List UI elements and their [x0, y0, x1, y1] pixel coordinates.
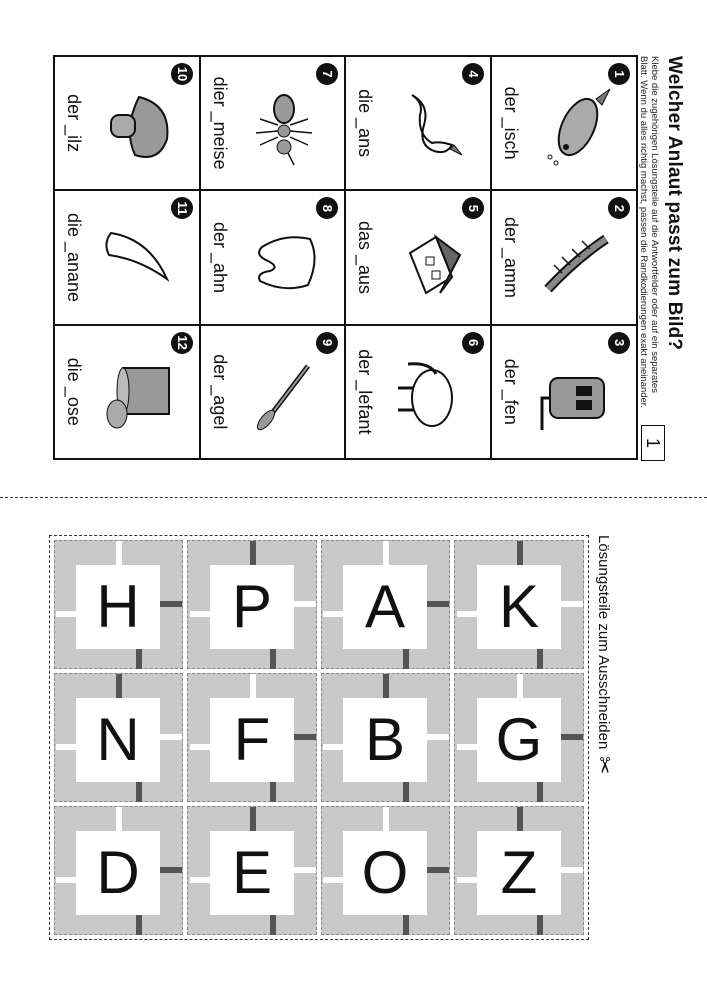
edge-code	[270, 649, 276, 669]
edge-code	[294, 601, 316, 607]
task-word: der _isch	[501, 86, 522, 160]
edge-code	[561, 867, 583, 873]
solution-letter: A	[365, 573, 406, 640]
tooth-icon	[247, 219, 325, 303]
solution-tile[interactable]	[321, 806, 451, 935]
solution-tile[interactable]	[188, 540, 318, 669]
scissors-icon: ✂	[592, 756, 617, 775]
stove-icon	[538, 354, 616, 438]
fish-icon	[538, 85, 616, 169]
task-cell	[346, 56, 492, 190]
solution-letter: F	[233, 706, 271, 773]
page-title: Welcher Anlaut passt zum Bild?	[664, 56, 685, 351]
solution-tile[interactable]	[188, 806, 318, 935]
solution-letter: P	[231, 573, 273, 640]
edge-code	[250, 541, 256, 565]
letter-box	[210, 565, 294, 649]
edge-code	[324, 744, 344, 750]
edge-code	[324, 611, 344, 617]
edge-code	[428, 867, 450, 873]
task-word: der _amm	[501, 216, 522, 298]
solution-letter: N	[96, 706, 141, 773]
task-cell	[200, 325, 346, 459]
task-word: die _anane	[64, 212, 84, 303]
task-number: 7	[317, 63, 339, 85]
edge-code	[384, 807, 390, 831]
solution-letter: D	[96, 839, 141, 906]
edge-code	[384, 674, 390, 698]
solution-letter: G	[495, 706, 543, 773]
task-number: 1	[608, 63, 630, 85]
letter-box	[344, 565, 428, 649]
edge-code	[561, 734, 583, 740]
task-word: der _ilz	[64, 94, 84, 153]
edge-code	[190, 744, 210, 750]
letter-box	[477, 698, 561, 782]
solution-letter: Z	[500, 839, 538, 906]
edge-code	[57, 744, 77, 750]
mushroom-icon	[101, 85, 179, 169]
task-cell	[54, 56, 200, 190]
edge-code	[457, 611, 477, 617]
edge-code	[537, 782, 543, 802]
task-word: der _fen	[501, 358, 522, 425]
solutions-label: Lösungsteile zum Ausschneiden	[595, 535, 612, 750]
task-word: der _lefant	[355, 349, 376, 435]
task-number: 11	[171, 197, 193, 219]
edge-code	[457, 877, 477, 883]
elephant-icon	[392, 354, 470, 438]
letter-box	[210, 698, 294, 782]
edge-code	[137, 915, 143, 935]
edge-code	[428, 601, 450, 607]
edge-code	[57, 877, 77, 883]
nail-icon	[247, 354, 325, 438]
edge-code	[190, 877, 210, 883]
comb-icon	[538, 219, 616, 303]
task-cell	[54, 325, 200, 459]
task-number: 5	[462, 197, 484, 219]
edge-code	[404, 649, 410, 669]
task-word: dier _meise	[209, 76, 230, 170]
solution-tile[interactable]	[54, 806, 184, 935]
banana-icon	[101, 219, 179, 303]
edge-code	[324, 877, 344, 883]
cut-line	[0, 497, 707, 498]
letter-box	[344, 698, 428, 782]
edge-code	[517, 541, 523, 565]
edge-code	[404, 915, 410, 935]
solution-tile[interactable]	[455, 540, 585, 669]
letter-box	[77, 565, 161, 649]
edge-code	[384, 541, 390, 565]
task-cell	[491, 325, 637, 459]
task-cell	[200, 190, 346, 324]
picture-grid	[53, 55, 638, 460]
solution-tile[interactable]	[321, 540, 451, 669]
edge-code	[428, 734, 450, 740]
solution-tile[interactable]	[188, 673, 318, 802]
task-word: die _ans	[355, 89, 376, 158]
edge-code	[137, 782, 143, 802]
solution-letter: H	[96, 573, 141, 640]
task-cell	[491, 190, 637, 324]
edge-code	[270, 915, 276, 935]
edge-code	[294, 867, 316, 873]
task-word: der _agel	[209, 354, 230, 430]
edge-code	[161, 734, 183, 740]
solution-tile[interactable]	[455, 673, 585, 802]
task-number: 3	[608, 332, 630, 354]
edge-code	[404, 782, 410, 802]
task-cell	[346, 190, 492, 324]
goose-icon	[392, 85, 470, 169]
edge-code	[190, 611, 210, 617]
solution-tile[interactable]	[321, 673, 451, 802]
edge-code	[561, 601, 583, 607]
page-number: 1	[641, 425, 665, 461]
letter-box	[77, 698, 161, 782]
instruction-line: Klebe die zugehörigen Lösungsteile auf die Antwortfelder oder auf ein separates	[649, 56, 660, 393]
task-number: 12	[171, 332, 193, 354]
house-icon	[392, 219, 470, 303]
task-cell	[346, 325, 492, 459]
task-word: der _ahn	[209, 221, 230, 294]
letter-box	[477, 831, 561, 915]
edge-code	[117, 674, 123, 698]
ant-icon	[247, 85, 325, 169]
solution-tile[interactable]	[54, 673, 184, 802]
letter-box	[77, 831, 161, 915]
instruction-line: Blatt. Wenn du alles richtig machst, passen die Randkodierungen exakt aneinander.	[638, 56, 649, 409]
edge-code	[137, 649, 143, 669]
edge-code	[57, 611, 77, 617]
task-number: 10	[171, 63, 193, 85]
task-word: das _aus	[355, 220, 376, 295]
edge-code	[250, 674, 256, 698]
edge-code	[161, 601, 183, 607]
edge-code	[250, 807, 256, 831]
edge-code	[270, 782, 276, 802]
solution-tile[interactable]	[455, 806, 585, 935]
task-number: 2	[608, 197, 630, 219]
edge-code	[294, 734, 316, 740]
task-number: 8	[317, 197, 339, 219]
solution-letter: B	[365, 706, 406, 773]
task-word: die _ose	[64, 357, 84, 426]
solution-letter: E	[231, 839, 273, 906]
edge-code	[457, 744, 477, 750]
edge-code	[161, 867, 183, 873]
task-number: 6	[462, 332, 484, 354]
task-number: 4	[462, 63, 484, 85]
letter-box	[477, 565, 561, 649]
edge-code	[517, 674, 523, 698]
can-icon	[101, 354, 179, 438]
task-cell	[491, 56, 637, 190]
edge-code	[517, 807, 523, 831]
letter-box	[344, 831, 428, 915]
solution-board	[49, 535, 589, 940]
task-cell	[54, 190, 200, 324]
edge-code	[117, 541, 123, 565]
letter-box	[210, 831, 294, 915]
solution-letter: O	[362, 839, 409, 906]
edge-code	[537, 915, 543, 935]
solution-letter: K	[498, 573, 540, 640]
edge-code	[117, 807, 123, 831]
edge-code	[537, 649, 543, 669]
task-number: 9	[317, 332, 339, 354]
instructions	[638, 56, 660, 408]
task-cell	[200, 56, 346, 190]
solution-tile[interactable]	[54, 540, 184, 669]
